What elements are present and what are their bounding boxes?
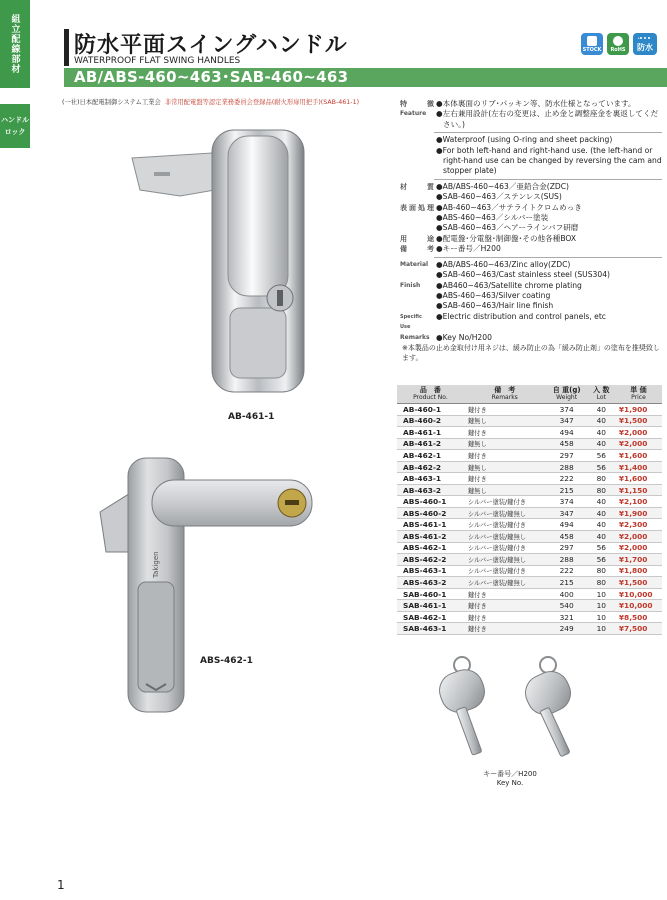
weight-cell: 347 [546, 415, 588, 427]
finish-key: 表面処理 [400, 203, 434, 212]
product-cell: ABS-460-1 [397, 496, 464, 508]
handle-image-ab-461-1 [120, 118, 310, 408]
feature-en-item: ●For both left-hand and right-hand use. (the left-hand or right-hand use can be changed by reversing the cam and stopper plate) [436, 145, 662, 176]
price-cell: ¥1,500 [615, 415, 662, 427]
remarks-key-en: Remarks [400, 333, 430, 341]
page-subtitle-en: WATERPROOF FLAT SWING HANDLES [74, 56, 241, 66]
product-cell: ABS-463-1 [397, 565, 464, 577]
subcategory-label-2: ロック [4, 128, 26, 136]
subcategory-tab[interactable] [0, 104, 30, 148]
lot-cell: 56 [588, 554, 615, 566]
price-cell: ¥10,000 [615, 588, 662, 600]
price-cell: ¥2,300 [615, 519, 662, 531]
lot-cell: 56 [588, 542, 615, 554]
feature-jp-item: ●左右兼用設計(左右の変更は、止め金と調整座金を裏返してください。) [436, 109, 659, 129]
col-weight-jp: 自 重(g) [552, 386, 581, 394]
product-cell: ABS-463-2 [397, 577, 464, 589]
weight-cell: 321 [546, 611, 588, 623]
lot-cell: 40 [588, 404, 615, 416]
lot-cell: 10 [588, 600, 615, 612]
weight-cell: 288 [546, 461, 588, 473]
col-price [615, 385, 662, 404]
subcategory-label-1: ハンドル [1, 116, 29, 124]
remarks-jp-cell [434, 244, 662, 254]
table-row [397, 496, 662, 508]
material-key-en: Material [400, 260, 429, 268]
product-cell: ABS-462-2 [397, 554, 464, 566]
product-cell: AB-460-1 [397, 404, 464, 416]
table-row [397, 461, 662, 473]
table-row [397, 565, 662, 577]
waterproof-badge-label: 防水 [637, 43, 653, 52]
remarks-jp: ●キー番号／H200 [436, 244, 501, 254]
page-number: 1 [57, 878, 65, 892]
use-en: ●Electric distribution and control panels, etc [436, 311, 606, 321]
finish-row [400, 203, 662, 234]
waterproof-badge [633, 33, 657, 55]
product-cell: SAB-461-1 [397, 600, 464, 612]
remarks-en-row [400, 333, 662, 343]
use-jp-cell [434, 234, 662, 244]
lot-cell: 10 [588, 623, 615, 635]
divider [434, 179, 662, 180]
remarks-cell: シルバー塗装/鍵無し [464, 531, 546, 543]
material-jp-item: ●SAB-460~463／ステンレス(SUS) [436, 192, 562, 202]
table-body [397, 404, 662, 635]
feature-badges [581, 33, 657, 55]
divider [434, 257, 662, 258]
feature-key-cell [400, 99, 434, 130]
weight-cell: 215 [546, 577, 588, 589]
table-row [397, 600, 662, 612]
lot-cell: 80 [588, 565, 615, 577]
lot-cell: 80 [588, 484, 615, 496]
lot-cell: 40 [588, 507, 615, 519]
feature-row [400, 99, 662, 130]
lot-cell: 56 [588, 461, 615, 473]
feature-en-item: ●Waterproof (using O-ring and sheet packing) [436, 135, 613, 145]
product-cell: AB-461-2 [397, 438, 464, 450]
price-cell: ¥1,600 [615, 450, 662, 462]
price-cell: ¥1,150 [615, 484, 662, 496]
table-row [397, 577, 662, 589]
use-en-cell [434, 312, 662, 333]
finish-jp [434, 203, 662, 234]
col-remarks [464, 385, 546, 404]
finish-jp-item: ●AB-460~463／サテライトクロムめっき [436, 202, 582, 212]
material-en [434, 260, 662, 281]
material-jp-item: ●AB/ABS-460~463／亜鉛合金(ZDC) [436, 181, 570, 191]
table-row [397, 427, 662, 439]
material-en-item: ●SAB-460~463/Cast stainless steel (SUS304) [436, 270, 610, 280]
cert-org: (一社)日本配電制御システム工業会 [62, 99, 161, 106]
key-caption-jp: キー番号／H200 [483, 770, 537, 778]
weight-cell: 222 [546, 565, 588, 577]
divider [434, 132, 662, 133]
lot-cell: 40 [588, 531, 615, 543]
weight-cell: 494 [546, 519, 588, 531]
finish-en-item: ●AB460~463/Satellite chrome plating [436, 280, 582, 290]
use-en-row [400, 312, 662, 333]
feature-en-key-cell [400, 135, 434, 177]
brand-mark: Takigen [152, 551, 160, 578]
weight-cell: 347 [546, 507, 588, 519]
lot-cell: 10 [588, 611, 615, 623]
stock-badge-label: STOCK [582, 47, 602, 53]
col-lot [588, 385, 615, 404]
lot-cell: 40 [588, 438, 615, 450]
remarks-cell: シルバー塗装/鍵付き [464, 519, 546, 531]
use-key-en: Specific Use [400, 313, 422, 331]
feature-key: 特 徴 [400, 100, 434, 108]
product-cell: AB-460-2 [397, 415, 464, 427]
table-row [397, 554, 662, 566]
lot-cell: 80 [588, 577, 615, 589]
product-cell: SAB-463-1 [397, 623, 464, 635]
lot-cell: 10 [588, 588, 615, 600]
table-row [397, 438, 662, 450]
use-key: 用 途 [400, 234, 434, 243]
remarks-cell: 鍵無し [464, 461, 546, 473]
price-cell: ¥1,900 [615, 507, 662, 519]
col-lot-en: Lot [596, 394, 606, 401]
price-cell: ¥2,000 [615, 427, 662, 439]
specifications [400, 99, 662, 343]
weight-cell: 297 [546, 542, 588, 554]
weight-cell: 215 [546, 484, 588, 496]
price-cell: ¥1,700 [615, 554, 662, 566]
lot-cell: 40 [588, 519, 615, 531]
remarks-en: ●Key No/H200 [436, 332, 492, 342]
table-row [397, 484, 662, 496]
col-price-jp: 単 価 [630, 386, 647, 394]
certification-line [62, 97, 359, 106]
remarks-cell: シルバー塗装/鍵無し [464, 554, 546, 566]
remarks-cell: シルバー塗装/鍵無し [464, 507, 546, 519]
remarks-cell: シルバー塗装/鍵付き [464, 496, 546, 508]
table-row [397, 542, 662, 554]
table-row [397, 415, 662, 427]
table-row [397, 519, 662, 531]
feature-en-row [400, 135, 662, 177]
key-caption [480, 770, 540, 788]
water-drops-icon [638, 37, 652, 43]
feature-key-en: Feature [400, 110, 427, 118]
lot-cell: 56 [588, 450, 615, 462]
col-price-en: Price [631, 394, 646, 401]
finish-key-en: Finish [400, 281, 421, 289]
weight-cell: 374 [546, 496, 588, 508]
col-lot-jp: 入 数 [593, 386, 610, 394]
remarks-cell: シルバー塗装/鍵付き [464, 542, 546, 554]
price-cell: ¥2,000 [615, 531, 662, 543]
rohs-badge-label: RoHS [610, 47, 626, 53]
material-row [400, 182, 662, 203]
price-cell: ¥7,500 [615, 623, 662, 635]
feature-jp [434, 99, 662, 130]
remarks-row [400, 244, 662, 254]
key-caption-en: Key No. [496, 779, 524, 787]
price-cell: ¥10,000 [615, 600, 662, 612]
price-cell: ¥1,900 [615, 404, 662, 416]
product-cell: ABS-461-2 [397, 531, 464, 543]
price-cell: ¥8,500 [615, 611, 662, 623]
col-weight [546, 385, 588, 404]
remarks-cell: 鍵付き [464, 611, 546, 623]
finish-en [434, 281, 662, 312]
remarks-cell: 鍵付き [464, 404, 546, 416]
product-cell: ABS-462-1 [397, 542, 464, 554]
weight-cell: 288 [546, 554, 588, 566]
remarks-cell: 鍵無し [464, 438, 546, 450]
use-jp: ●配電盤･分電盤･制御盤･その他各種BOX [436, 233, 577, 243]
price-cell: ¥2,000 [615, 438, 662, 450]
col-remarks-jp: 備 考 [494, 386, 516, 394]
weight-cell: 458 [546, 438, 588, 450]
remarks-cell: 鍵無し [464, 415, 546, 427]
material-en-item: ●AB/ABS-460~463/Zinc alloy(ZDC) [436, 259, 571, 269]
remarks-en-cell [434, 333, 662, 343]
weight-cell: 458 [546, 531, 588, 543]
product-cell: ABS-461-1 [397, 519, 464, 531]
lot-cell: 40 [588, 496, 615, 508]
weight-cell: 249 [546, 623, 588, 635]
feature-en [434, 135, 662, 177]
product-cell: SAB-460-1 [397, 588, 464, 600]
price-cell: ¥2,100 [615, 496, 662, 508]
weight-cell: 400 [546, 588, 588, 600]
remarks-cell: 鍵付き [464, 427, 546, 439]
finish-jp-item: ●ABS-460~463／シルバー塗装 [436, 213, 549, 223]
col-remarks-en: Remarks [491, 394, 518, 401]
remarks-cell: 鍵付き [464, 600, 546, 612]
remarks-cell: 鍵付き [464, 588, 546, 600]
product-cell: AB-462-1 [397, 450, 464, 462]
stock-badge [581, 33, 603, 55]
price-cell: ¥2,000 [615, 542, 662, 554]
weight-cell: 540 [546, 600, 588, 612]
table-row [397, 404, 662, 416]
material-en-row [400, 260, 662, 281]
remarks-cell: シルバー塗装/鍵無し [464, 577, 546, 589]
product-cell: AB-462-2 [397, 461, 464, 473]
table-header-row [397, 385, 662, 404]
screw-note: ※本製品の止め金取付け用ネジは、緩み防止の為「緩み防止剤」の塗布を推奨致します。 [402, 344, 660, 362]
table-row [397, 531, 662, 543]
weight-cell: 297 [546, 450, 588, 462]
stock-icon [587, 36, 597, 46]
finish-en-item: ●SAB-460~463/Hair line finish [436, 301, 554, 311]
use-row [400, 234, 662, 244]
col-weight-en: Weight [556, 394, 578, 401]
lot-cell: 40 [588, 427, 615, 439]
product-cell: AB-463-2 [397, 484, 464, 496]
category-tab[interactable]: 組立配線部材 [0, 0, 30, 88]
product-cell: AB-463-1 [397, 473, 464, 485]
model-range-banner: AB/ABS-460~463･SAB-460~463 [64, 68, 667, 87]
remarks-cell: 鍵付き [464, 450, 546, 462]
lot-cell: 40 [588, 415, 615, 427]
table-row [397, 588, 662, 600]
col-product-jp: 品 番 [419, 386, 441, 394]
cert-registration: 非常用配電盤等認定業務委員会登録品(耐火形扉用把手)(SAB-461-1) [164, 99, 360, 106]
image-label-ab-461-1: AB-461-1 [228, 412, 275, 422]
page-title: 防水平面スイングハンドル [74, 33, 348, 58]
table-row [397, 623, 662, 635]
table-row [397, 611, 662, 623]
table-row [397, 507, 662, 519]
product-cell: AB-461-1 [397, 427, 464, 439]
price-cell: ¥1,400 [615, 461, 662, 473]
material-jp [434, 182, 662, 203]
weight-cell: 494 [546, 427, 588, 439]
feature-jp-item: ●本体裏面のリブ･パッキン等、防水仕様となっています。 [436, 99, 636, 108]
leaf-icon [613, 36, 623, 46]
table-row [397, 473, 662, 485]
rohs-badge [607, 33, 629, 55]
col-product-en: Product No. [413, 394, 448, 401]
price-cell: ¥1,800 [615, 565, 662, 577]
lot-cell: 80 [588, 473, 615, 485]
remarks-cell: シルバー塗装/鍵付き [464, 565, 546, 577]
remarks-cell: 鍵無し [464, 484, 546, 496]
table-row [397, 450, 662, 462]
material-key: 材 質 [400, 182, 434, 191]
finish-en-row [400, 281, 662, 312]
header-accent-bar [64, 29, 69, 66]
finish-en-item: ●ABS-460~463/Silver coating [436, 290, 551, 300]
weight-cell: 222 [546, 473, 588, 485]
keys-image [420, 655, 590, 765]
image-label-abs-462-1: ABS-462-1 [200, 656, 253, 666]
price-table [397, 385, 662, 635]
price-cell: ¥1,500 [615, 577, 662, 589]
product-cell: ABS-460-2 [397, 507, 464, 519]
product-cell: SAB-462-1 [397, 611, 464, 623]
finish-jp-item: ●SAB-460~463／ヘアーラインバフ研磨 [436, 223, 579, 233]
remarks-cell: 鍵付き [464, 473, 546, 485]
handle-image-abs-462-1 [92, 452, 342, 732]
remarks-cell: 鍵付き [464, 623, 546, 635]
weight-cell: 374 [546, 404, 588, 416]
col-product [397, 385, 464, 404]
price-cell: ¥1,600 [615, 473, 662, 485]
remarks-key: 備 考 [400, 245, 434, 254]
